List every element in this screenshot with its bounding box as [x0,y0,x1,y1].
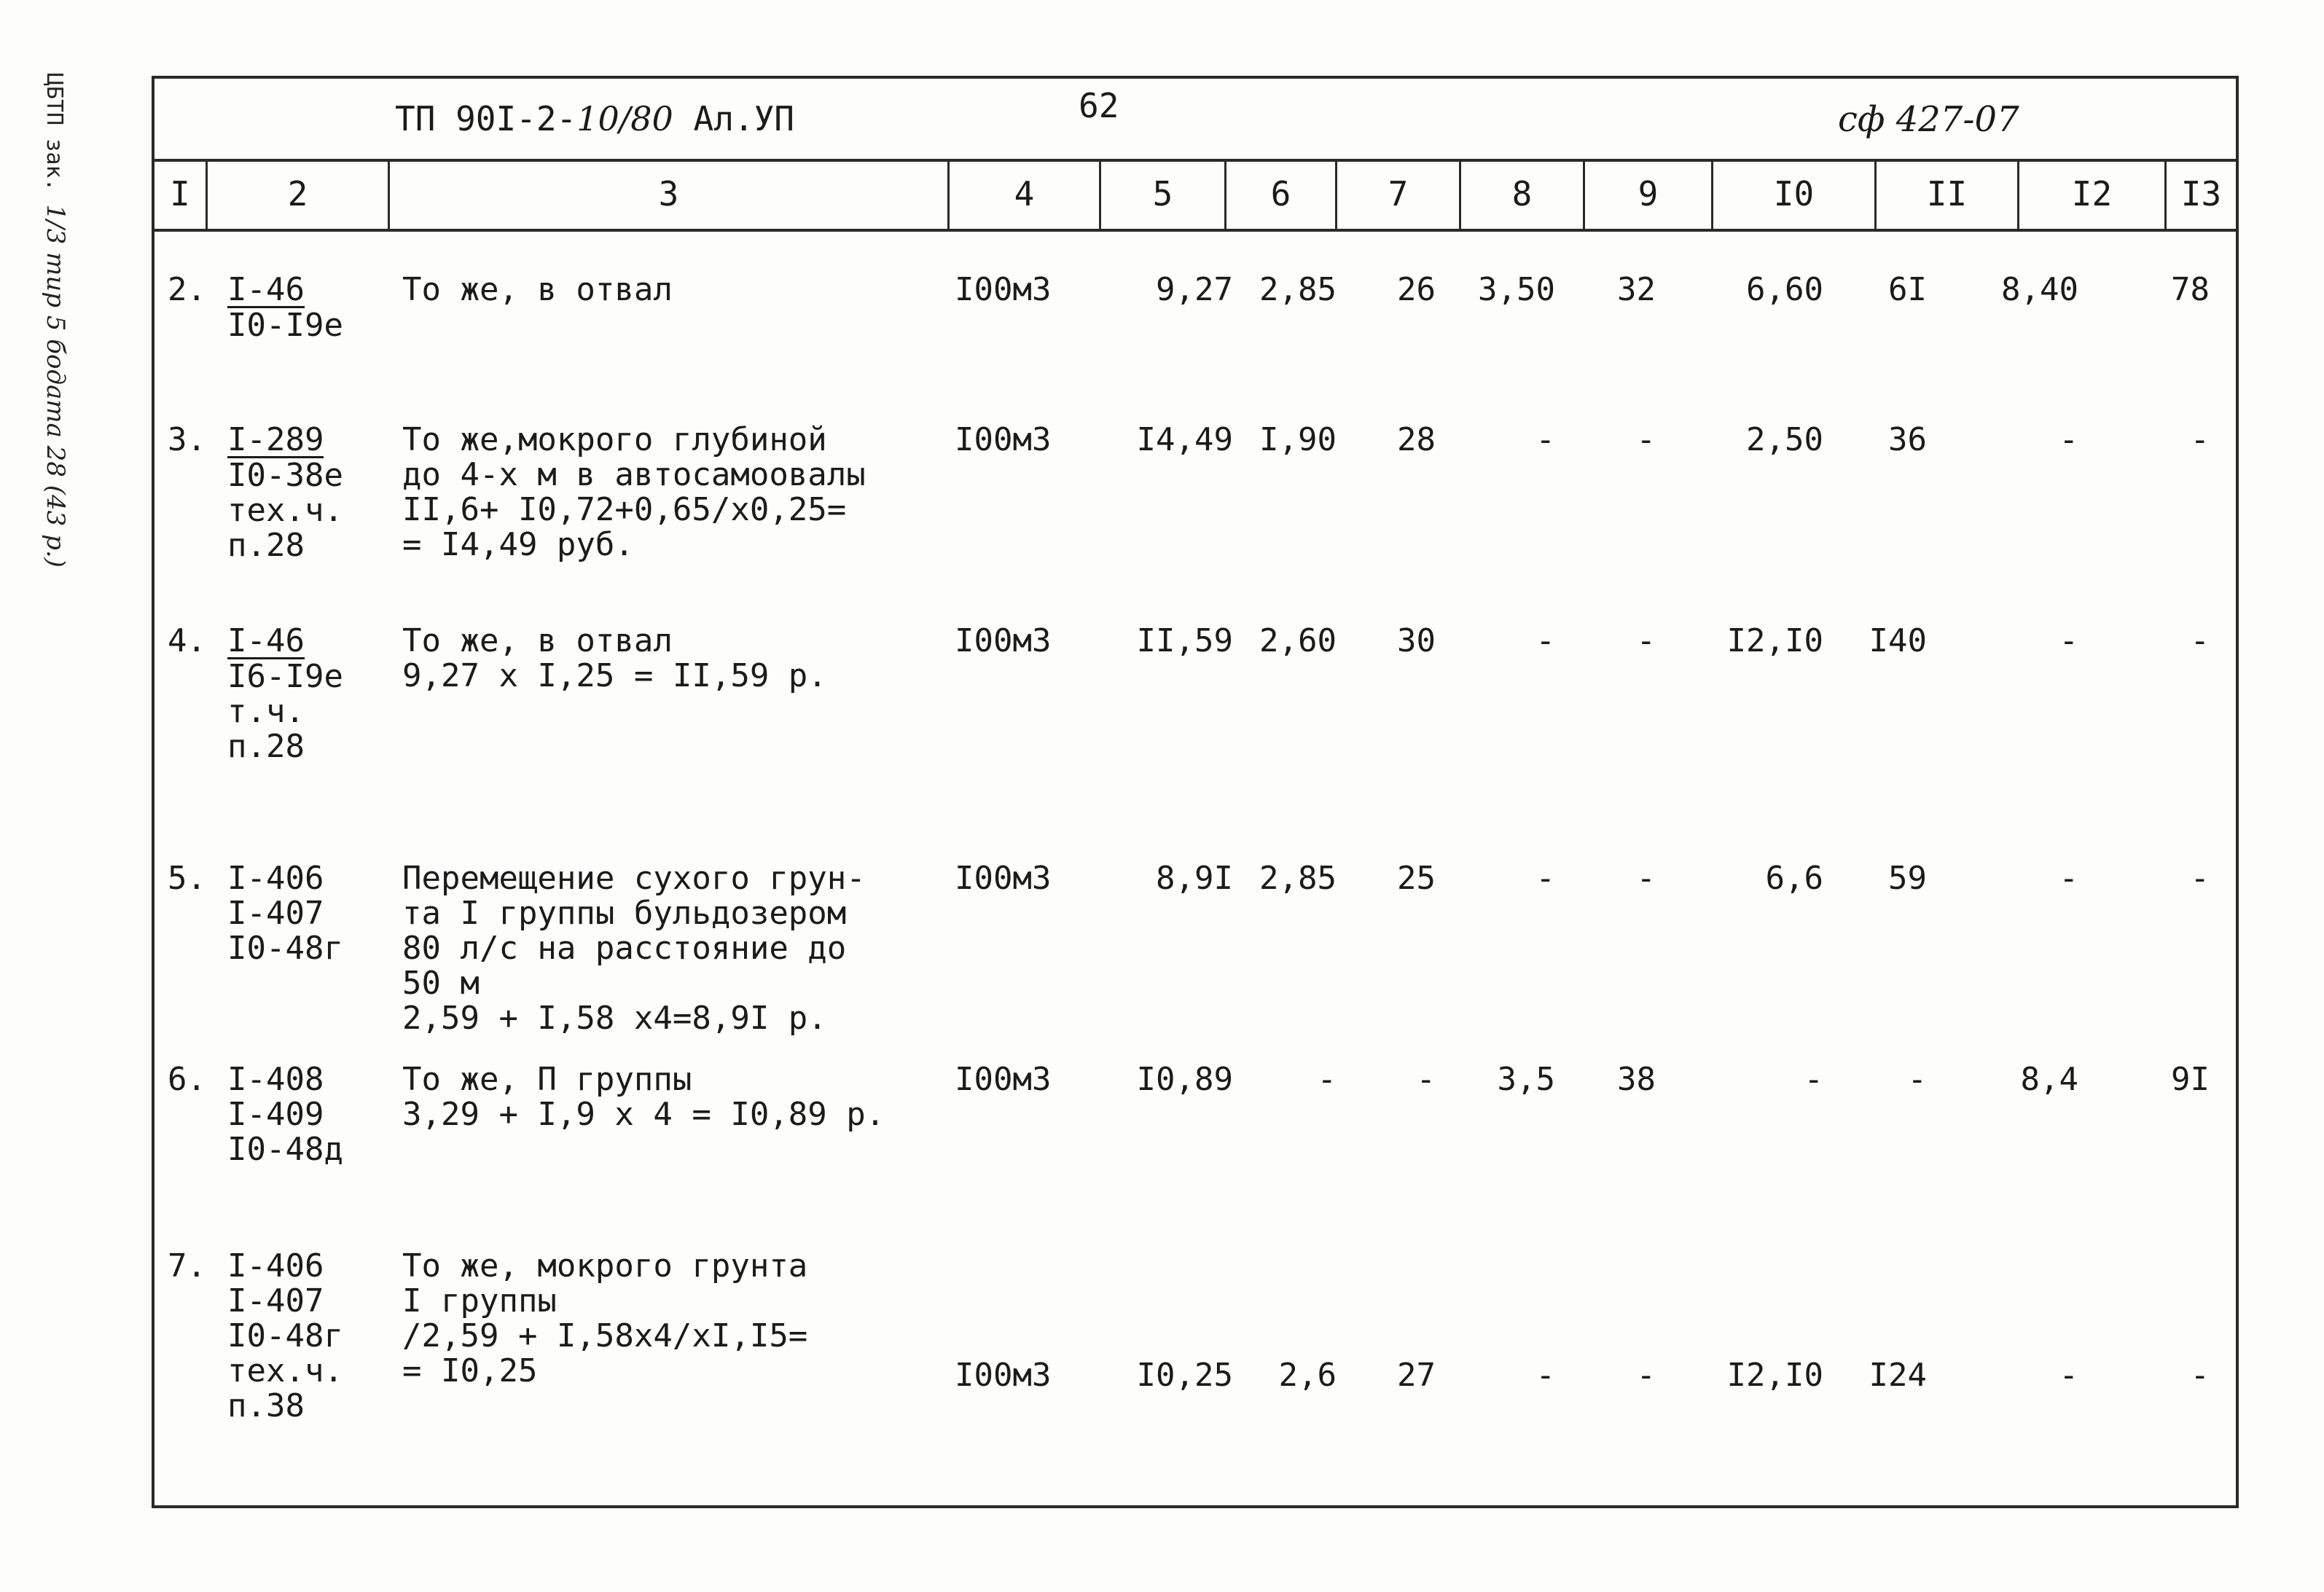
sheet-reference: сф 427-07 [1838,99,2019,140]
value-col-11: 6I [1888,271,1927,308]
value-col-8: - [1535,860,1555,897]
value-col-5: II,59 [1136,622,1233,659]
value-col-7: 27 [1397,1357,1436,1394]
document-sheet [152,76,2239,1508]
value-col-12: 8,40 [2001,271,2078,308]
value-col-12: 8,4 [2020,1061,2078,1098]
work-description: То же, П группы 3,29 + I,9 x 4 = I0,89 р. [402,1061,885,1133]
value-col-10: - [1804,1061,1823,1098]
value-col-12: - [2059,860,2078,897]
rate-code: I-46 I0-I9e [227,271,343,344]
value-col-9: - [1636,622,1656,659]
rate-code: I-406 I-407 I0-48г тех.ч. п.38 [227,1247,343,1424]
unit: I00м3 [955,421,1052,458]
column-header-2: 2 [206,159,388,229]
value-col-13: - [2190,1357,2210,1394]
value-col-11: 36 [1888,421,1927,458]
work-description: То же, в отвал 9,27 x I,25 = II,59 р. [402,622,827,694]
value-col-10: 6,60 [1746,271,1823,308]
value-col-11: - [1907,1061,1927,1098]
work-description: То же, мокрого грунта I группы /2,59 + I,58x4/xI,I5= = I0,25 [402,1247,808,1389]
column-header-10: I0 [1711,159,1874,229]
value-col-13: - [2190,421,2210,458]
value-col-8: - [1535,622,1555,659]
title-row [154,79,2236,162]
value-col-10: I2,I0 [1726,1357,1823,1394]
value-col-13: - [2190,622,2210,659]
value-col-11: 59 [1888,860,1927,897]
value-col-9: 32 [1617,271,1656,308]
column-header-8: 8 [1459,159,1583,229]
row-number: 3. [168,421,206,458]
row-number: 4. [168,622,206,659]
value-col-6: 2,85 [1259,271,1337,308]
column-header-12: I2 [2017,159,2164,229]
value-col-11: I40 [1869,622,1927,659]
value-col-11: I24 [1869,1357,1927,1394]
value-col-7: 28 [1397,421,1436,458]
value-col-10: 2,50 [1746,421,1823,458]
value-col-8: - [1535,1357,1555,1394]
column-header-5: 5 [1099,159,1224,229]
unit: I00м3 [955,860,1052,897]
column-header-7: 7 [1335,159,1459,229]
value-col-5: 9,27 [1156,271,1233,308]
value-col-8: - [1535,421,1555,458]
side-note-printed: ЦБТП зак. [42,73,67,192]
rate-code: I-289 I0-38e тех.ч. п.28 [227,421,343,564]
code-handwritten: 10/80 [576,99,673,138]
value-col-7: 26 [1397,271,1436,308]
value-col-13: 78 [2171,271,2210,308]
work-description: Перемещение сухого грун- та I группы бульдозером 80 л/с на расстояние до 50 м 2,59 + I,58 x4=8,9I р. [402,860,866,1037]
row-number: 5. [168,860,206,897]
column-header-3: 3 [388,159,947,229]
value-col-7: - [1416,1061,1436,1098]
row-number: 6. [168,1061,206,1098]
document-code [395,99,794,138]
table-body [154,229,2236,1505]
unit: I00м3 [955,1357,1052,1394]
rate-code: I-406 I-407 I0-48г [227,860,343,967]
work-description: То же, в отвал [402,271,673,308]
row-number: 7. [168,1247,206,1285]
value-col-12: - [2059,421,2078,458]
value-col-10: 6,6 [1765,860,1823,897]
column-header-11: II [1874,159,2017,229]
value-col-12: - [2059,622,2078,659]
value-col-5: I4,49 [1136,421,1233,458]
value-col-6: 2,85 [1259,860,1337,897]
unit: I00м3 [955,271,1052,308]
side-note-handwritten: 1/3 тир 5 бодата 28 (43 р.) [41,204,70,568]
value-col-9: - [1636,421,1656,458]
side-note [41,73,70,568]
unit: I00м3 [955,1061,1052,1098]
column-header-13: I3 [2164,159,2236,229]
value-col-9: - [1636,860,1656,897]
value-col-5: I0,25 [1136,1357,1233,1394]
value-col-13: - [2190,860,2210,897]
value-col-8: 3,5 [1497,1061,1555,1098]
value-col-13: 9I [2171,1061,2210,1098]
value-col-6: I,90 [1259,421,1337,458]
value-col-7: 25 [1397,860,1436,897]
value-col-10: I2,I0 [1726,622,1823,659]
value-col-6: - [1317,1061,1337,1098]
code-prefix: ТП 90I-2- [395,99,577,138]
rate-code: I-46 I6-I9e т.ч. п.28 [227,622,343,765]
value-col-6: 2,60 [1259,622,1337,659]
value-col-5: I0,89 [1136,1061,1233,1098]
column-header-6: 6 [1224,159,1335,229]
column-header-4: 4 [947,159,1099,229]
value-col-7: 30 [1397,622,1436,659]
column-header-row [154,159,2236,232]
rate-code: I-408 I-409 I0-48д [227,1061,343,1168]
value-col-6: 2,6 [1278,1357,1337,1394]
value-col-5: 8,9I [1156,860,1233,897]
value-col-9: 38 [1617,1061,1656,1098]
column-header-9: 9 [1583,159,1711,229]
value-col-9: - [1636,1357,1656,1394]
work-description: То же,мокрого глубиной до 4-х м в автосамоовалы II,6+ I0,72+0,65/x0,25= = I4,49 руб. [402,421,866,563]
unit: I00м3 [955,622,1052,659]
column-header-1: I [170,174,190,213]
row-number: 2. [168,271,206,308]
page-number: 62 [1079,86,1119,125]
code-suffix: Ал.УП [673,99,794,138]
value-col-12: - [2059,1357,2078,1394]
value-col-8: 3,50 [1478,271,1555,308]
